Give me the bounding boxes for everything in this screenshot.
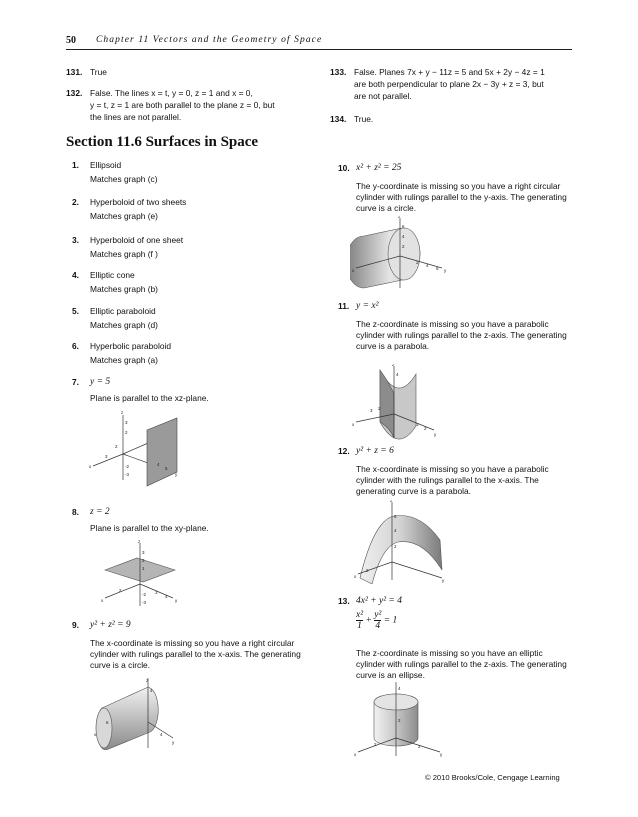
x-axis: [93, 454, 123, 466]
svg-text:x: x: [89, 464, 92, 469]
plane-y5: [147, 418, 177, 486]
svg-text:4: 4: [157, 462, 160, 467]
answer-5: 5. Elliptic paraboloid Matches graph (d): [72, 306, 158, 330]
svg-text:z: [394, 682, 397, 683]
svg-text:-2: -2: [142, 592, 147, 597]
answer-9: 9. y² + z² = 9 The x-coordinate is missing so you have a right circular cylinder with rulings parallel to the x-axis. The generating curve is a circle.: [72, 620, 301, 670]
svg-text:3: 3: [125, 420, 128, 425]
svg-text:y: y: [442, 578, 445, 583]
svg-text:x: x: [354, 574, 357, 579]
svg-text:y: y: [172, 740, 175, 745]
svg-text:6: 6: [106, 720, 109, 725]
answer-1: 1. Ellipsoid Matches graph (c): [72, 160, 158, 184]
answer-2: 2. Hyperboloid of two sheets Matches graph (e): [72, 197, 187, 221]
answer-132: 132. False. The lines x = t, y = 0, z = 1 and x = 0, y = t, z = 1 are both parallel to the plane z = 0, but the lines are not parallel.: [66, 88, 275, 122]
svg-text:4: 4: [396, 372, 399, 377]
svg-text:z: z: [392, 364, 395, 367]
svg-text:x: x: [101, 598, 104, 603]
graph-7: [85, 410, 195, 490]
svg-text:-3: -3: [142, 600, 147, 605]
svg-text:4: 4: [165, 594, 168, 599]
svg-text:z: z: [121, 410, 124, 415]
svg-text:z: z: [398, 216, 401, 219]
answer-11: 11. y = x² The z-coordinate is missing so you have a parabolic cylinder with rulings parallel to the z-axis. The generating curve is a parabola.: [338, 301, 567, 351]
svg-text:y: y: [434, 432, 437, 437]
answer-4: 4. Elliptic cone Matches graph (b): [72, 270, 158, 294]
svg-text:3: 3: [370, 408, 373, 413]
svg-text:y: y: [175, 598, 178, 603]
svg-text:y: y: [175, 472, 178, 477]
item13-fraction-eq: $\frac{\text{x²}}{1}$ + $\frac{\text{y²}}{4}$ = 1: [356, 610, 398, 631]
answer-10: 10. x² + z² = 25 The y-coordinate is missing so you have a right circular cylinder with rulings parallel to the y-axis. The generating curve is a circle.: [338, 163, 567, 213]
svg-text:4: 4: [402, 234, 405, 239]
svg-text:2: 2: [378, 406, 381, 411]
svg-text:6: 6: [436, 266, 439, 271]
answer-6: 6. Hyperbolic paraboloid Matches graph (a): [72, 341, 172, 365]
answer-3: 3. Hyperboloid of one sheet Matches graph (f ): [72, 235, 184, 259]
answer-13: 13. 4x² + y² = 4 $\frac{\text{x²}}{1}$ + $\frac{\text{y²}}{4}$ = 1 The z-coordinate is missing so you have an elliptic cylinder with rulings parallel to the z-axis. The generating curve is an ellipse.: [338, 596, 567, 680]
x-axis: [105, 584, 140, 598]
chapter-title: Chapter 11 Vectors and the Geometry of Space: [96, 35, 323, 45]
svg-text:-3: -3: [125, 472, 130, 477]
answer-7: 7. y = 5 Plane is parallel to the xz-plane.: [72, 377, 209, 403]
svg-text:z: z: [146, 678, 149, 683]
graph-11: [350, 364, 440, 440]
graph-10: [350, 216, 450, 291]
svg-text:2: 2: [125, 430, 128, 435]
svg-text:3: 3: [416, 422, 419, 427]
svg-text:4: 4: [394, 528, 397, 533]
svg-text:1: 1: [142, 566, 145, 571]
page-number: 50: [66, 35, 76, 46]
graph-12: [352, 500, 448, 584]
svg-text:2: 2: [424, 426, 427, 431]
svg-text:2: 2: [418, 744, 421, 749]
svg-text:2: 2: [416, 260, 419, 265]
svg-text:2: 2: [394, 544, 397, 549]
svg-text:z: z: [138, 540, 141, 544]
svg-text:-2: -2: [125, 464, 130, 469]
svg-text:x: x: [352, 268, 355, 273]
svg-text:3: 3: [155, 590, 158, 595]
svg-text:4: 4: [398, 686, 401, 691]
svg-text:6: 6: [402, 224, 405, 229]
svg-text:z: z: [390, 500, 393, 503]
answer-133: 133. False. Planes 7x + y − 11z = 5 and 5x + 2y − 4z = 1 are both perpendicular to plane 2x − 3y + z = 3, but are not parallel.: [330, 67, 545, 101]
svg-text:4: 4: [426, 263, 429, 268]
graph-9: [88, 678, 178, 750]
svg-text:2: 2: [119, 588, 122, 593]
svg-text:3: 3: [105, 454, 108, 459]
svg-text:2: 2: [402, 244, 405, 249]
svg-text:4: 4: [160, 732, 163, 737]
copyright-footer: © 2010 Brooks/Cole, Cengage Learning: [425, 773, 560, 782]
header-rule: [66, 49, 572, 50]
svg-text:6: 6: [394, 514, 397, 519]
graph-8: [95, 540, 185, 610]
svg-text:y: y: [444, 268, 447, 273]
section-title: Section 11.6 Surfaces in Space: [66, 134, 259, 150]
svg-text:2: 2: [374, 742, 377, 747]
svg-text:2: 2: [115, 444, 118, 449]
graph-13: [352, 682, 448, 758]
svg-text:x: x: [354, 752, 357, 757]
svg-text:y: y: [440, 752, 443, 757]
svg-text:3: 3: [142, 550, 145, 555]
svg-text:2: 2: [398, 718, 401, 723]
svg-text:2: 2: [366, 568, 369, 573]
svg-text:x: x: [94, 732, 97, 737]
svg-text:4: 4: [150, 688, 153, 693]
svg-text:5: 5: [165, 466, 168, 471]
svg-text:x: x: [352, 422, 355, 427]
svg-text:2: 2: [142, 558, 145, 563]
answer-12: 12. y² + z = 6 The x-coordinate is missing so you have a parabolic cylinder with the rulings parallel to the x-axis. The generating curve is a parabola.: [338, 446, 549, 496]
answer-8: 8. z = 2 Plane is parallel to the xy-plane.: [72, 507, 209, 533]
